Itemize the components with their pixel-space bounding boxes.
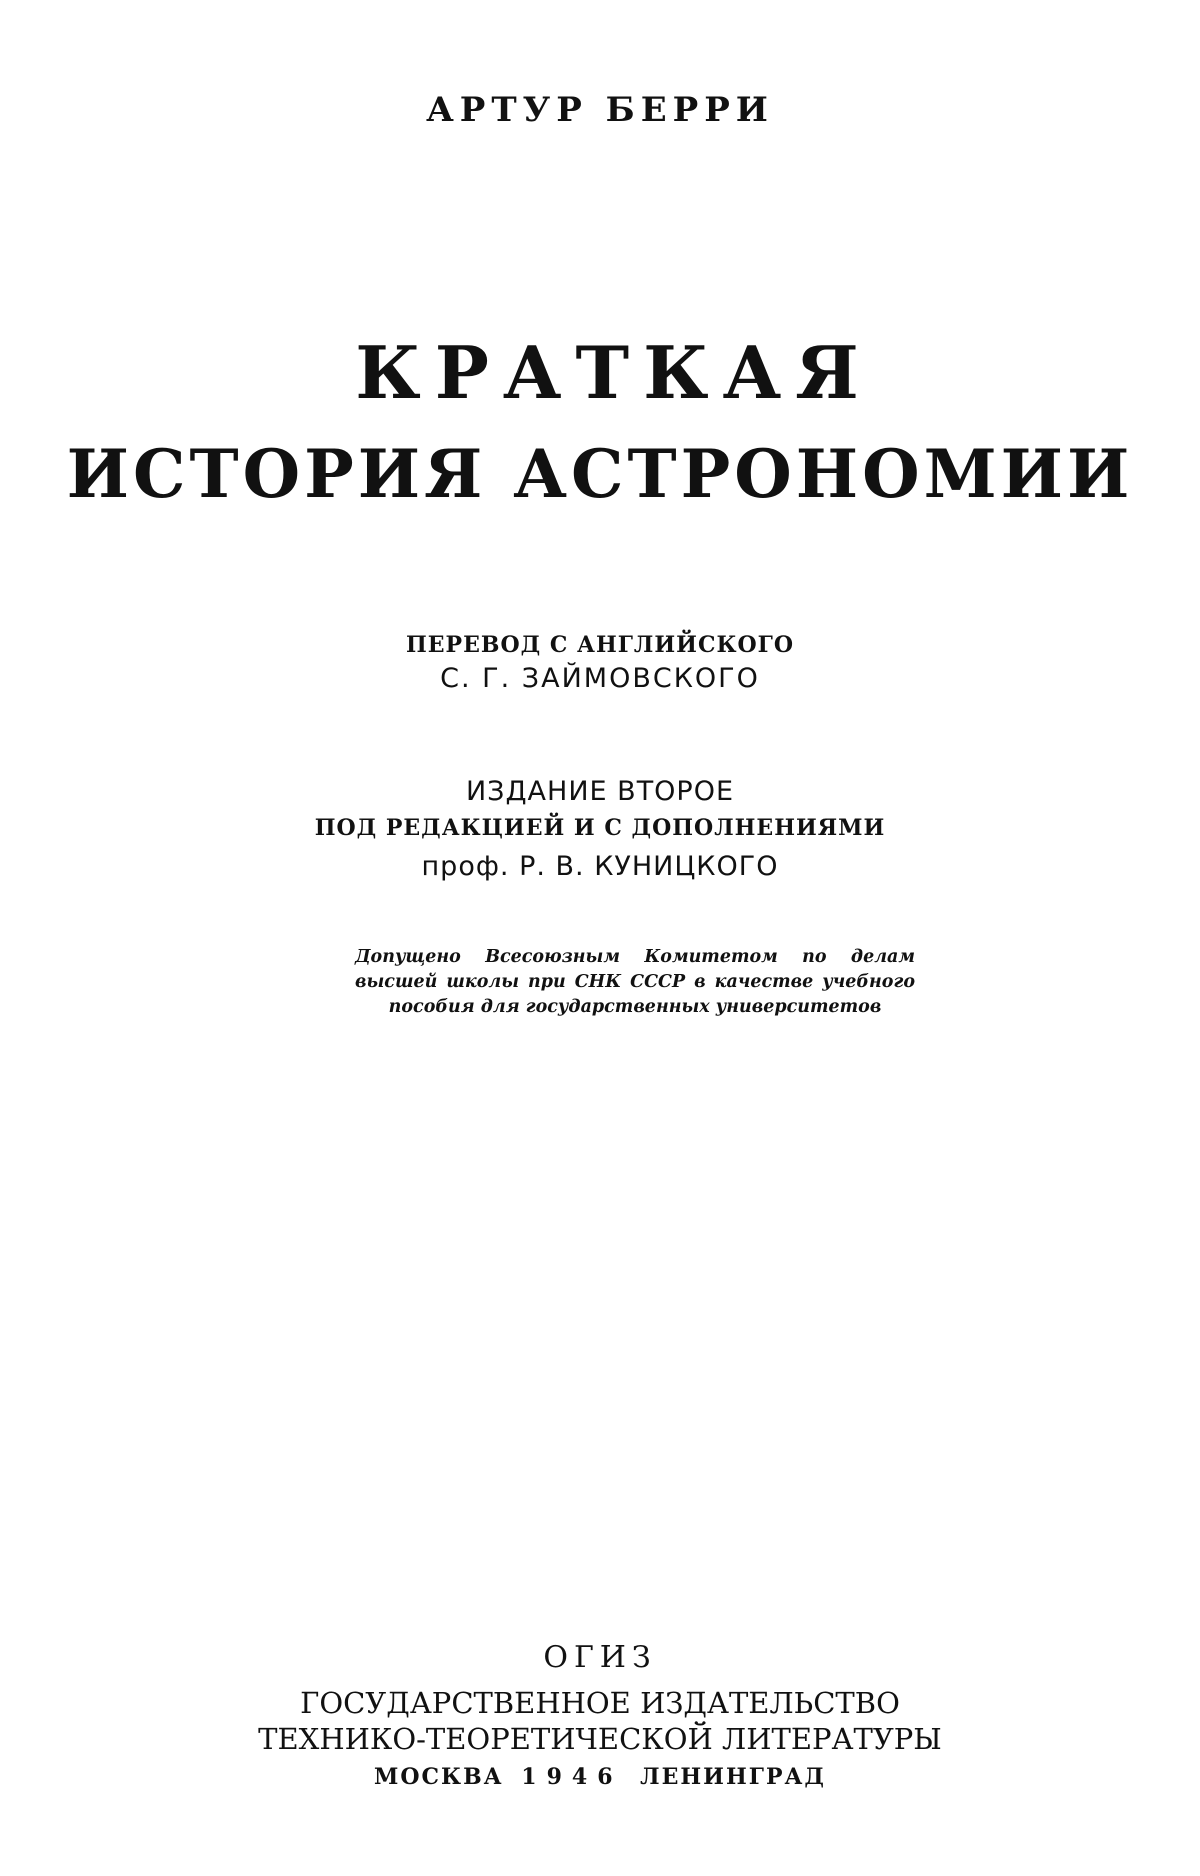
book-title-line-1: КРАТКАЯ [355,330,873,415]
publisher-name-line-1: ГОСУДАРСТВЕННОЕ ИЗДАТЕЛЬСТВО [300,1686,900,1720]
imprint-city-leningrad: ЛЕНИНГРАД [640,1764,826,1790]
approval-note: Допущено Всесоюзным Комитетом по делам высшей школы при СНК СССР в качестве учебного пособия для государственных университетов [355,947,915,1017]
edition-label: ИЗДАНИЕ ВТОРОЕ [465,776,735,807]
imprint-year: 1946 [521,1764,623,1790]
book-title-line-2: ИСТОРИЯ АСТРОНОМИИ [66,435,1134,513]
publisher-name-line-2: ТЕХНИКО-ТЕОРЕТИЧЕСКОЙ ЛИТЕРАТУРЫ [258,1722,942,1756]
author-name: АРТУР БЕРРИ [426,90,774,130]
imprint-city-moscow: МОСКВА [374,1764,504,1790]
publisher-abbreviation: ОГИЗ [543,1640,657,1675]
translator-name: С. Г. ЗАЙМОВСКОГО [440,663,760,694]
translation-note: ПЕРЕВОД С АНГЛИЙСКОГО [406,632,794,658]
imprint-line [0,1764,1200,1790]
editorial-note: ПОД РЕДАКЦИЕЙ И С ДОПОЛНЕНИЯМИ [314,815,886,841]
editor-name: проф. Р. В. КУНИЦКОГО [421,851,779,882]
